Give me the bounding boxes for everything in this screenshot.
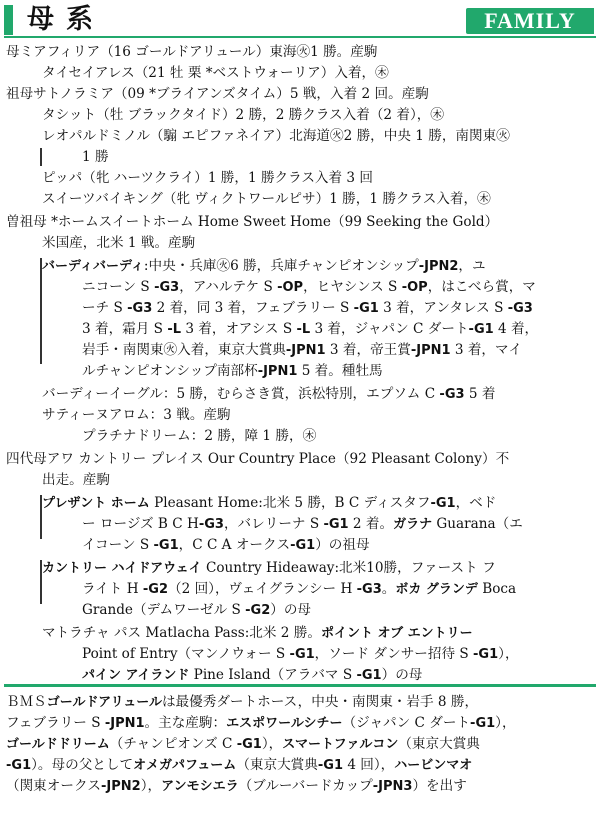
bms-line: ＢＭＳゴールドアリュールは最優秀ダートホース，中央・南関東・岩手 8 勝，: [6, 694, 479, 710]
notable-offspring-line: カントリー ハイドアウェイ Country Hideaway:北米10勝，ファースト フ: [42, 560, 496, 576]
offspring-line: バーディーイーグル：5 勝，むらさき賞，浜松特別，エプソム C -G3 5 着: [42, 386, 496, 402]
race-record-line: パイン アイランド Pine Island（アラバマ S -G1）の母: [82, 667, 423, 683]
offspring-line: ピッパ（牝 ハーツクライ）1 勝，1 勝クラス入着 3 回: [42, 170, 373, 186]
bms-line: フェブラリー S -JPN1。主な産駒：エスポワールシチー（ジャパン C ダート-G1），: [6, 715, 516, 731]
race-record-line: Point of Entry（マンノウォー S -G1，ソード ダンサー招待 S -G1），: [82, 646, 519, 662]
fourth-dam-line-continued: 出走。産駒: [42, 472, 110, 488]
race-record-line: ニコーン S -G3，アハルテケ S -OP，ヒヤシンス S -OP，はこべら賞，マ: [82, 279, 536, 295]
section-separator: [4, 684, 596, 687]
offspring-line-continued: 1 勝: [82, 149, 109, 165]
continuation-bar: [40, 148, 42, 166]
bms-line: -G1）。母の父としてオメガパフューム（東京大賞典-G1 4 回），ハービンマオ: [6, 757, 473, 773]
header-rule: [4, 36, 596, 38]
section-header: [0, 0, 600, 40]
offspring-line: タイセイアレス（21 牡 栗 *ベストウォーリア）入着，㊍: [42, 65, 389, 81]
offspring-line: サティーヌアロム：3 戦。産駒: [42, 407, 231, 423]
notable-offspring-line: プレザント ホーム Pleasant Home:北米 5 勝，B C ディスタフ-G1，ベド: [42, 495, 497, 511]
race-record-line: ルチャンピオンシップ南部杯-JPN1 5 着。種牡馬: [82, 363, 383, 379]
fourth-dam-line: 四代母アワ カントリー プレイス Our Country Place（92 Pleasant Colony）不: [6, 451, 510, 467]
dam-line: 母ミアフィリア（16 ゴールドアリュール）東海㊋1 勝。産駒: [6, 44, 378, 60]
section-tag: FAMILY: [466, 8, 594, 34]
granddam-line: 祖母サトノラミア（09 *ブライアンズタイム）5 戦，入着 2 回。産駒: [6, 86, 429, 102]
race-record-line: 岩手・南関東㊋入着，東京大賞典-JPN1 3 着，帝王賞-JPN1 3 着，マイ: [82, 342, 522, 358]
offspring-line: レオパルドミノル（騸 エピファネイア）北海道㊋2 勝，中央 1 勝，南関東㊋: [42, 128, 510, 144]
race-record-line: Grande（デムワーゼル S -G2）の母: [82, 602, 312, 618]
bms-line: （関東オークス-JPN2），アンモシエラ（ブルーバードカップ-JPN3）を出す: [6, 778, 467, 794]
accent-bar: [4, 5, 13, 35]
offspring-line: タシット（牡 ブラックタイド）2 勝，2 勝クラス入着（2 着），㊍: [42, 107, 444, 123]
bms-line: ゴールドドリーム（チャンピオンズ C -G1），スマートファルコン（東京大賞典: [6, 736, 480, 752]
grand-offspring-line: プラチナドリーム：2 勝，障 1 勝，㊍: [82, 428, 317, 444]
race-record-line: 3 着，霜月 S -L 3 着，オアシス S -L 3 着，ジャパン C ダート-G1 4 着，: [82, 321, 539, 337]
great-granddam-line-continued: 米国産，北米 1 戦。産駒: [42, 235, 196, 251]
offspring-line: スイーツバイキング（牝 ヴィクトワールピサ）1 勝，1 勝クラス入着，㊍: [42, 191, 491, 207]
race-record-line: ー ロージズ B C H-G3，バレリーナ S -G1 2 着。ガラナ Guarana（エ: [82, 516, 523, 532]
offspring-line: マトラチャ パス Matlacha Pass:北米 2 勝。ポイント オブ エントリー: [42, 625, 473, 641]
race-record-line: イコーン S -G1，C C A オークス-G1）の祖母: [82, 537, 370, 553]
section-title: 母系: [27, 4, 105, 35]
race-record-line: ーチ S -G3 2 着，同 3 着，フェブラリー S -G1 3 着，アンタレス S -G3: [82, 300, 533, 316]
notable-offspring-line: バーディバーディ:中央・兵庫㊋6 勝，兵庫チャンピオンシップ-JPN2，ユ: [42, 258, 486, 274]
race-record-line: ライト H -G2（2 回），ヴェイグランシー H -G3。ボカ グランデ Boca: [82, 581, 517, 597]
great-granddam-line: 曽祖母 *ホームスイートホーム Home Sweet Home（99 Seeking the Gold）: [6, 214, 499, 230]
